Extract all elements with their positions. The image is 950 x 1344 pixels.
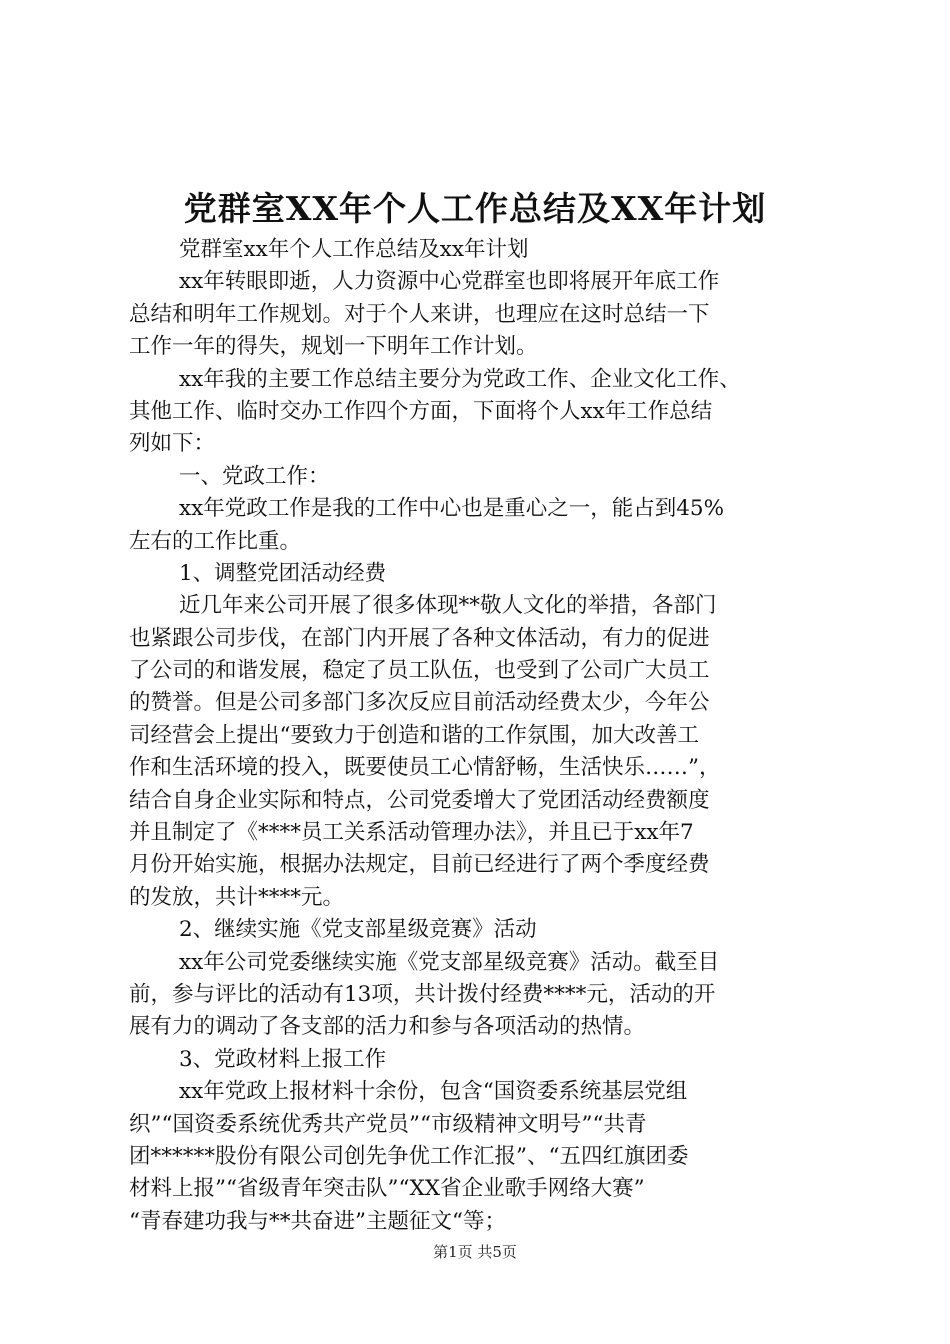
text-line: xx年转眼即逝，人力资源中心党群室也即将展开年底工作: [179, 269, 720, 295]
text-line: “青春建功我与**共奋进”主题征文“等；: [129, 1208, 506, 1234]
text-line: 左右的工作比重。: [129, 528, 302, 554]
text-line: 也紧跟公司步伐，在部门内开展了各种文体活动，有力的促进: [129, 625, 710, 651]
text-line: 一、党政工作：: [179, 463, 330, 489]
page-footer: 第1页 共5页: [433, 1243, 517, 1261]
text-line: xx年党政工作是我的工作中心也是重心之一，能占到45%: [179, 496, 725, 522]
text-line: 1、调整党团活动经费: [179, 560, 387, 586]
text-line: 前，参与评比的活动有13项，共计拨付经费****元，活动的开: [129, 981, 716, 1007]
text-line: 总结和明年工作规划。对于个人来讲，也理应在这时总结一下: [129, 301, 710, 327]
text-line: 工作一年的得失，规划一下明年工作计划。: [129, 334, 538, 360]
text-line: xx年我的主要工作总结主要分为党政工作、企业文化工作、: [179, 366, 741, 392]
text-line: 材料上报”“省级青年突击队”“XX省企业歌手网络大赛”: [129, 1176, 645, 1202]
text-line: 结合自身企业实际和特点，公司党委增大了党团活动经费额度: [129, 787, 710, 813]
text-line: 近几年来公司开展了很多体现**敬人文化的举措，各部门: [179, 593, 717, 619]
text-line: 党群室xx年个人工作总结及xx年计划: [179, 237, 529, 262]
text-line: 并且制定了《****员工关系活动管理办法》，并且已于xx年7: [129, 820, 694, 846]
text-line: 织”“国资委系统优秀共产党员”“市级精神文明号”“共青: [129, 1111, 647, 1137]
text-line: 展有力的调动了各支部的活力和参与各项活动的热情。: [129, 1014, 646, 1040]
text-line: 的发放，共计****元。: [129, 884, 345, 910]
text-line: 列如下：: [129, 431, 216, 457]
text-line: xx年公司党委继续实施《党支部星级竞赛》活动。截至目: [179, 949, 720, 975]
text-line: 月份开始实施，根据办法规定，目前已经进行了两个季度经费: [129, 852, 710, 878]
document-title: 党群室XX年个人工作总结及XX年计划: [183, 189, 767, 228]
text-line: xx年党政上报材料十余份，包含“国资委系统基层党组: [179, 1079, 688, 1105]
text-line: 了公司的和谐发展，稳定了员工队伍，也受到了公司广大员工: [129, 658, 710, 684]
text-line: 团******股份有限公司创先争优工作汇报”、“五四红旗团委: [129, 1143, 689, 1169]
text-line: 3、党政材料上报工作: [179, 1046, 387, 1072]
text-line: 司经营会上提出“要致力于创造和谐的工作氛围，加大改善工: [129, 722, 699, 748]
text-line: 其他工作、临时交办工作四个方面，下面将个人xx年工作总结: [129, 398, 713, 424]
document-body: [129, 234, 829, 1238]
text-line: 作和生活环境的投入，既要使员工心情舒畅，生活快乐……”，: [129, 755, 721, 781]
text-line: 2、继续实施《党支部星级竞赛》活动: [179, 917, 537, 943]
text-line: 的赞誉。但是公司多部门多次反应目前活动经费太少，今年公: [129, 690, 710, 716]
